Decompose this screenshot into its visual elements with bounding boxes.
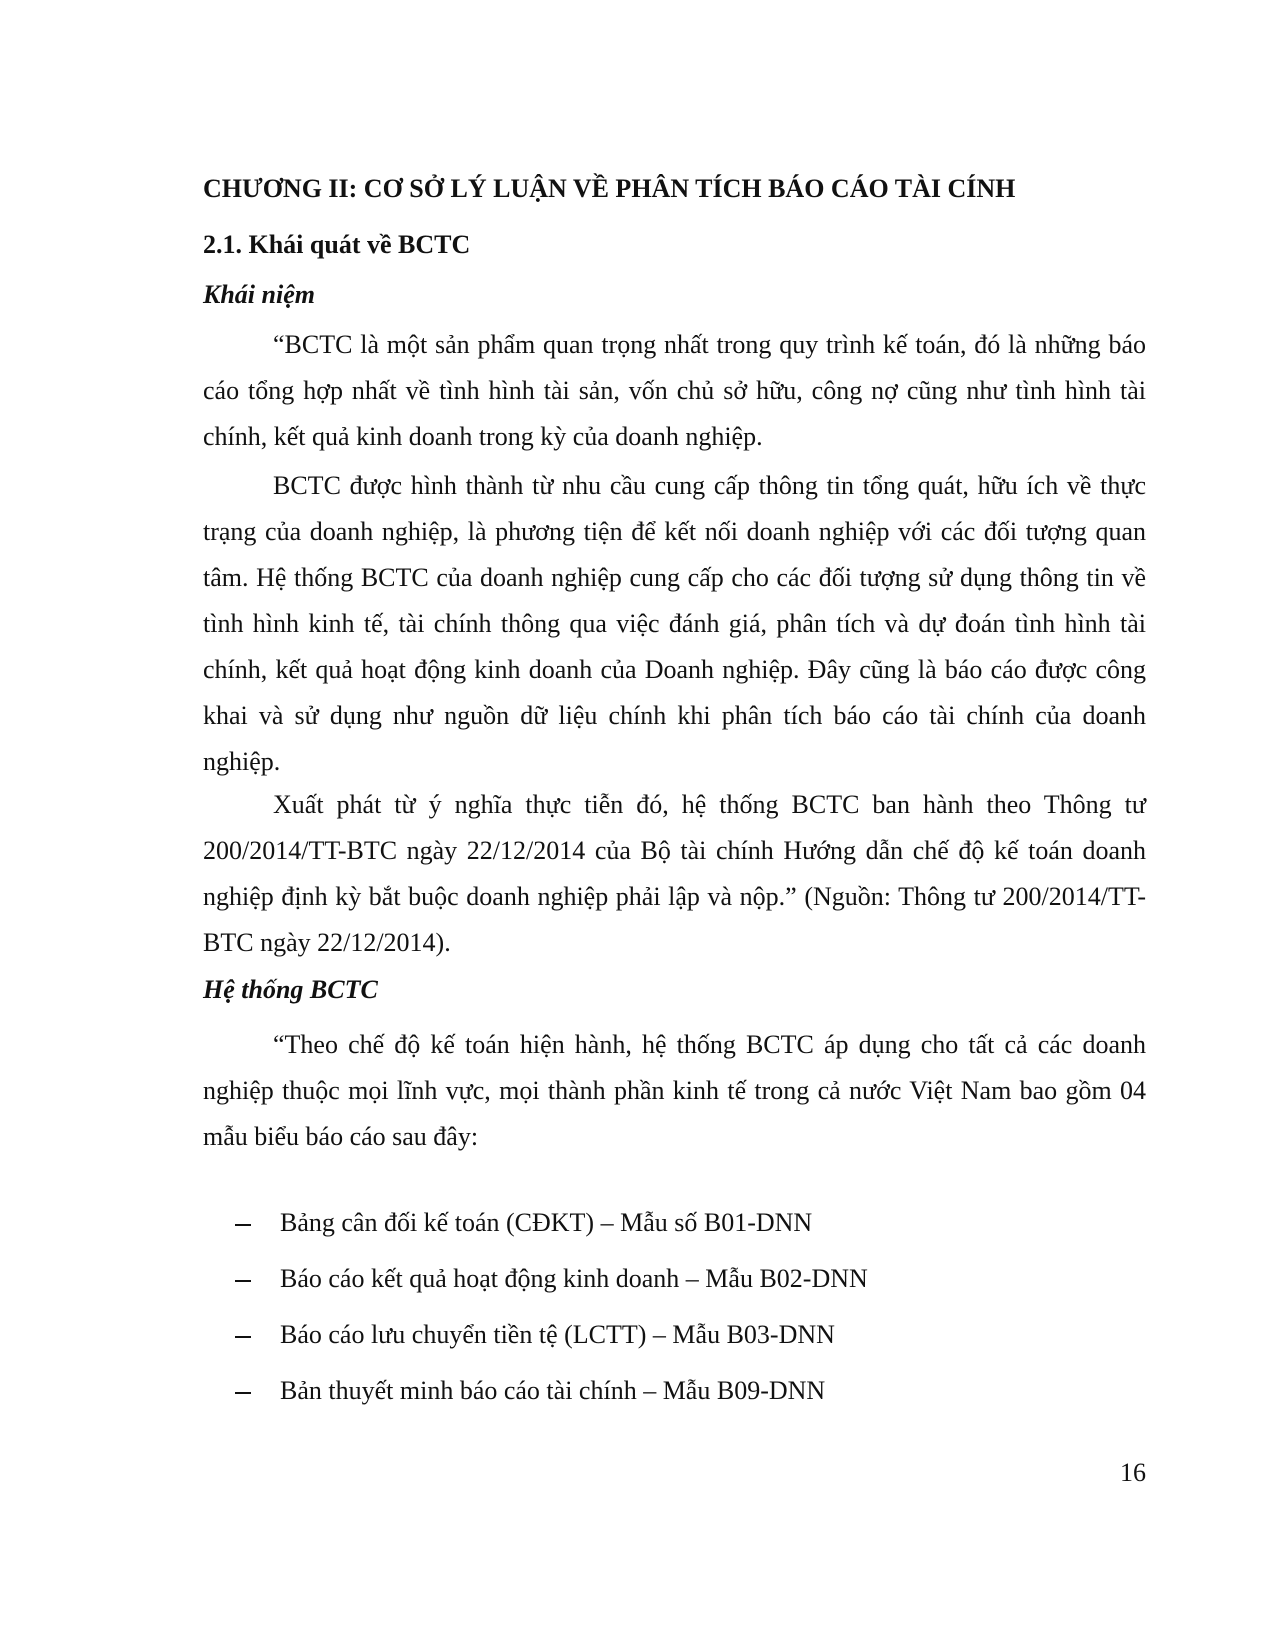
dash-bullet-icon <box>235 1224 251 1226</box>
dash-bullet-icon <box>235 1392 251 1394</box>
section-title: 2.1. Khái quát về BCTC <box>203 230 471 259</box>
dash-bullet-icon <box>235 1280 251 1282</box>
paragraph-concept-2: BCTC được hình thành từ nhu cầu cung cấp thông tin tổng quát, hữu ích về thực trạng của doanh nghiệp, là phương tiện để kết nối doanh nghiệp với các đối tượng quan tâm. Hệ thống BCTC của doanh nghiệp cung cấp cho các đối tượng sử dụng thông tin về tình hình kinh tế, tài chính thông qua việc đánh giá, phân tích và dự đoán tình hình tài chính, kết quả hoạt động kinh doanh của Doanh nghiệp. Đây cũng là báo cáo được công khai và sử dụng như nguồn dữ liệu chính khi phân tích báo cáo tài chính của doanh nghiệp. <box>203 471 1146 776</box>
paragraph-concept-1: “BCTC là một sản phẩm quan trọng nhất trong quy trình kế toán, đó là những báo cáo tổng hợp nhất về tình hình tài sản, vốn chủ sở hữu, công nợ cũng như tình hình tài chính, kết quả kinh doanh trong kỳ của doanh nghiệp. <box>203 330 1146 451</box>
chapter-title: CHƯƠNG II: CƠ SỞ LÝ LUẬN VỀ PHÂN TÍCH BÁO CÁO TÀI CÍNH <box>203 174 1016 203</box>
list-item-text: Bảng cân đối kế toán (CĐKT) – Mẫu số B01-DNN <box>280 1208 813 1237</box>
subsection-heading-concept: Khái niệm <box>203 280 315 309</box>
paragraph-system-intro: “Theo chế độ kế toán hiện hành, hệ thống BCTC áp dụng cho tất cả các doanh nghiệp thuộc mọi lĩnh vực, mọi thành phần kinh tế trong cả nước Việt Nam bao gồm 04 mẫu biểu báo cáo sau đây: <box>203 1030 1146 1151</box>
subsection-heading-system: Hệ thống BCTC <box>203 975 378 1004</box>
paragraph-concept-3: Xuất phát từ ý nghĩa thực tiễn đó, hệ thống BCTC ban hành theo Thông tư 200/2014/TT-BTC ngày 22/12/2014 của Bộ tài chính Hướng dẫn chế độ kế toán doanh nghiệp định kỳ bắt buộc doanh nghiệp phải lập và nộp.” (Nguồn: Thông tư 200/2014/TT-BTC ngày 22/12/2014). <box>203 790 1146 957</box>
dash-bullet-icon <box>235 1336 251 1338</box>
list-item-text: Báo cáo lưu chuyển tiền tệ (LCTT) – Mẫu B03-DNN <box>280 1320 835 1349</box>
list-item-text: Bản thuyết minh báo cáo tài chính – Mẫu B09-DNN <box>280 1376 826 1405</box>
page-number: 16 <box>1120 1458 1146 1487</box>
list-item-text: Báo cáo kết quả hoạt động kinh doanh – Mẫu B02-DNN <box>280 1264 868 1293</box>
